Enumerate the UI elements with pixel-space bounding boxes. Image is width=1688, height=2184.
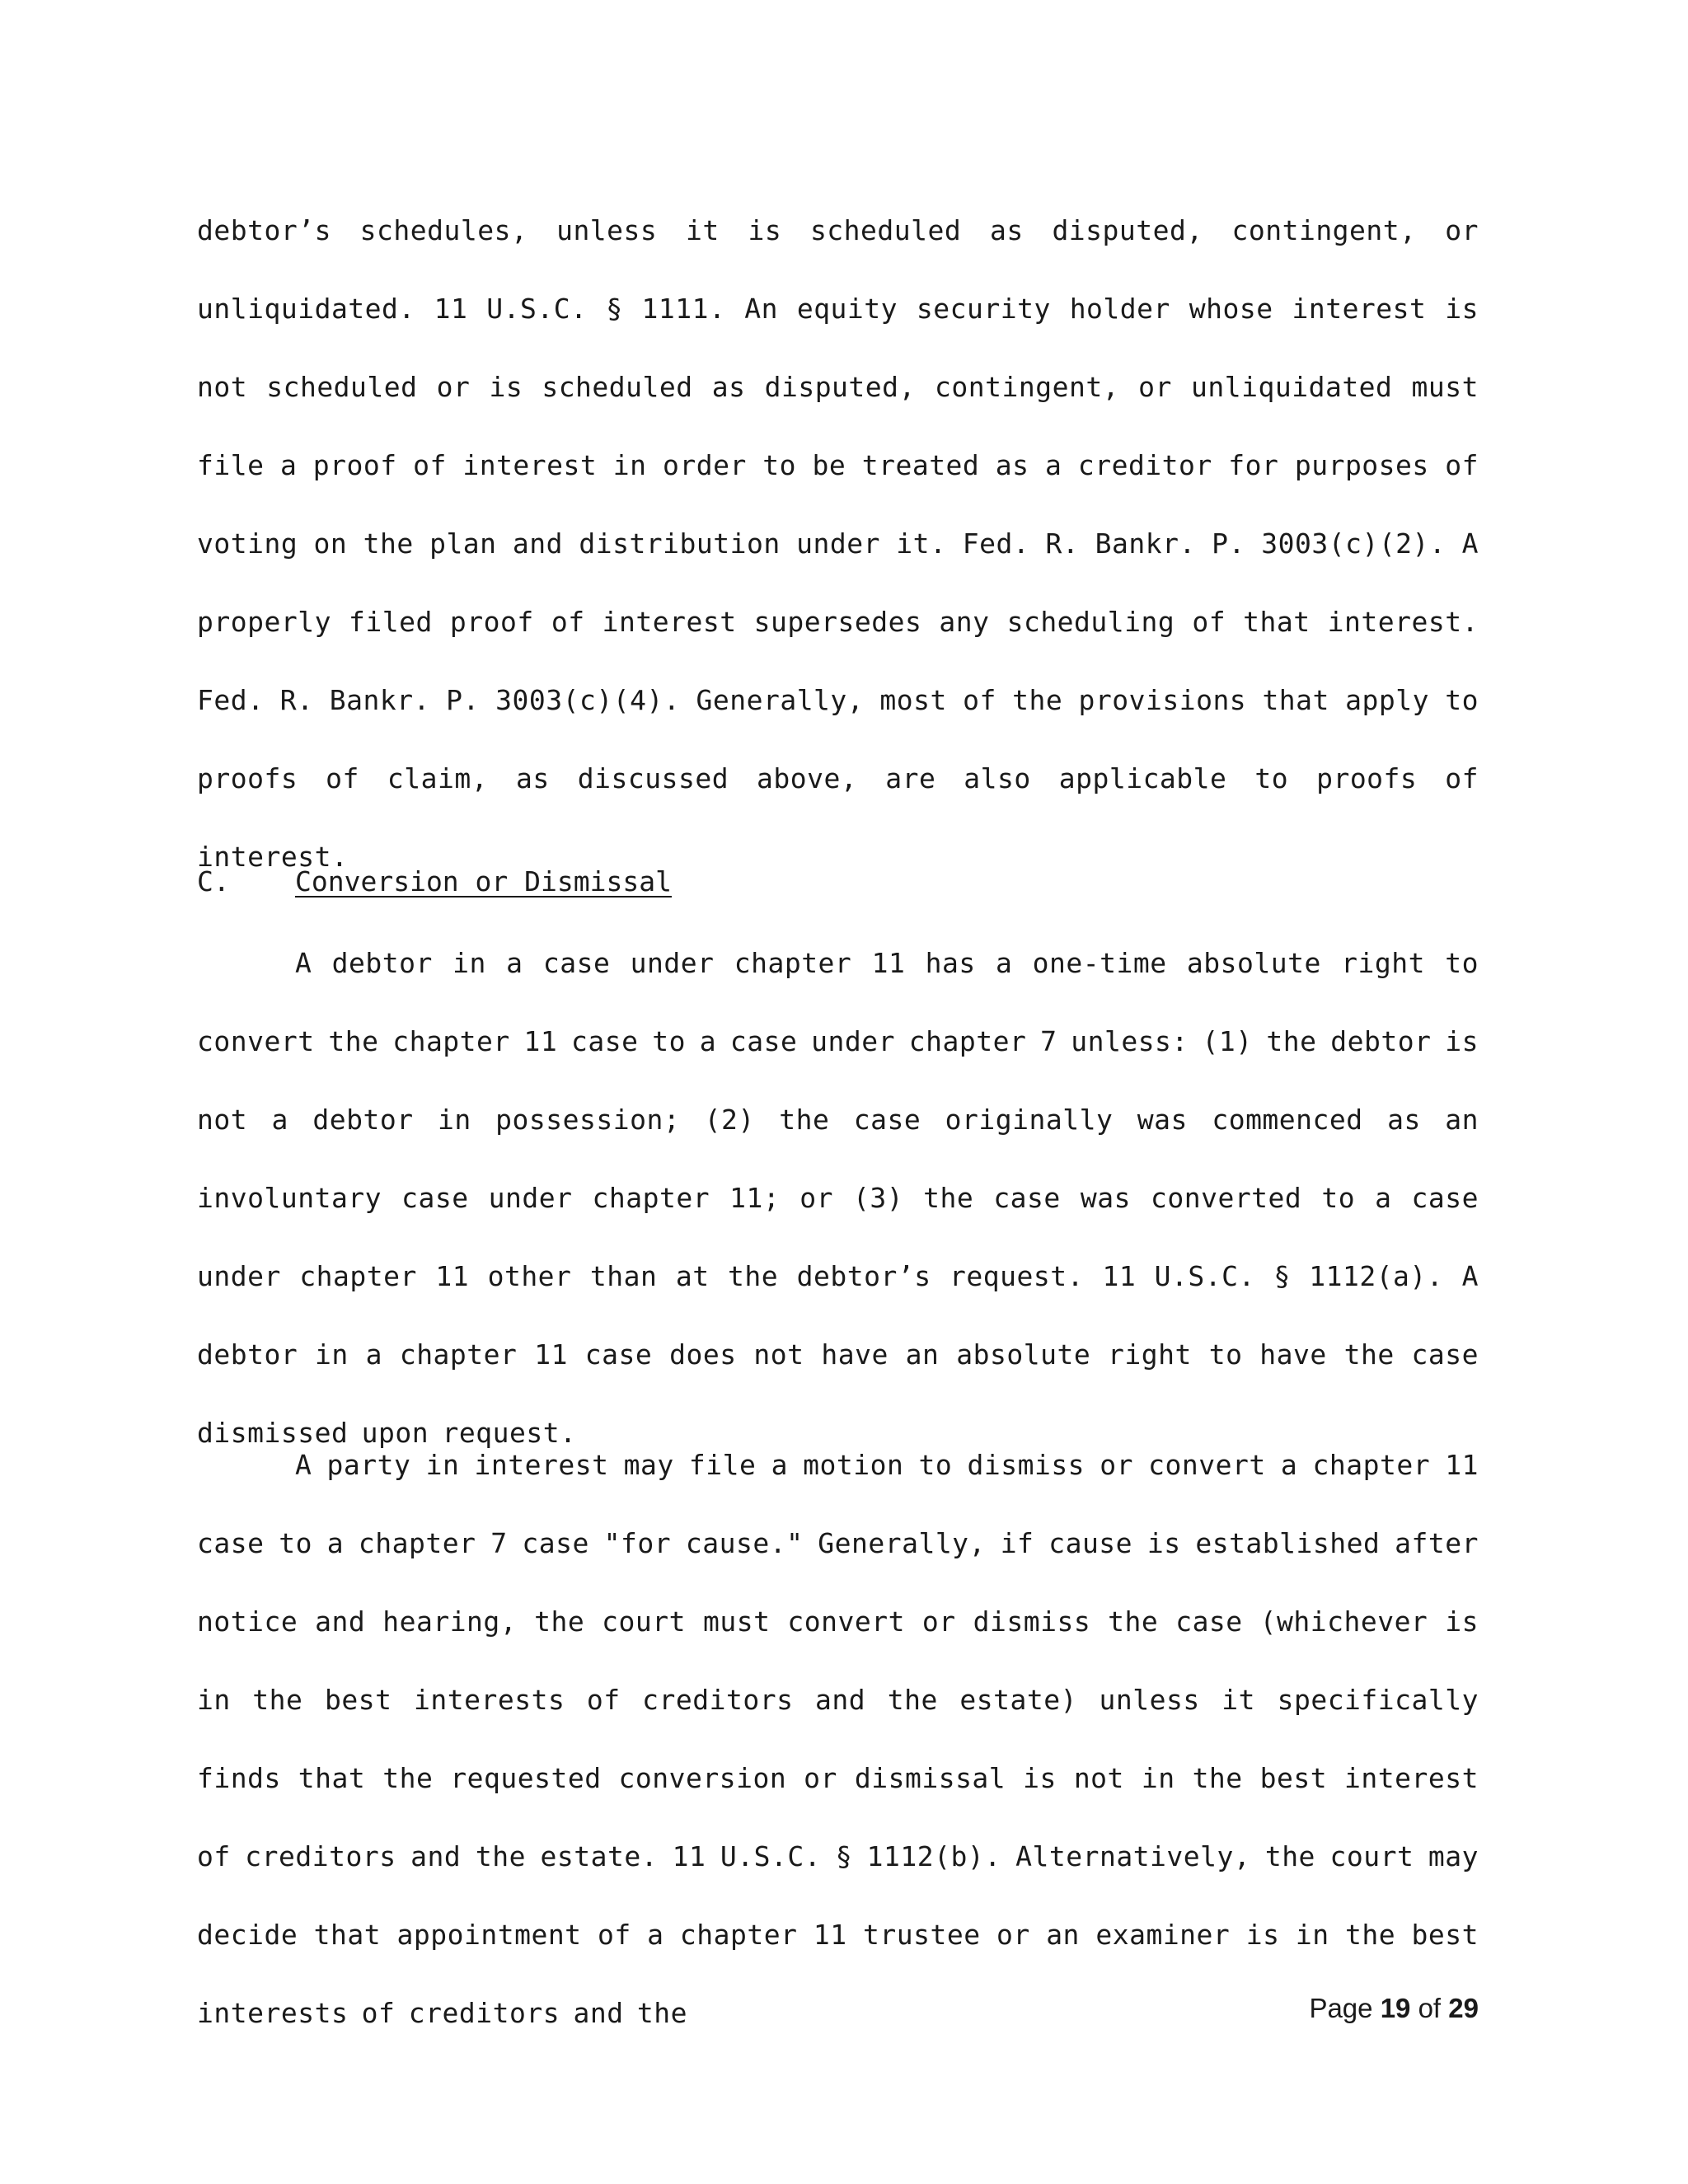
page-number-footer bbox=[1309, 1993, 1479, 2024]
paragraph-right-to-convert: A debtor in a case under chapter 11 has a one-time absolute right to convert the chapter 11 case to a case under chapter 7 unless: (1) the debtor is not a debtor in possession; (2) the case originally was commenced as an involuntary case under chapter 11; or (3) the case was converted to a case under chapter 11 other than at the debtor’s request. 11 U.S.C. § 1112(a). A debtor in a chapter 11 case does not have an absolute right to have the case dismissed upon request. bbox=[197, 947, 1479, 1449]
total-page-count: 29 bbox=[1448, 1993, 1479, 2023]
page-of-label: of bbox=[1418, 1993, 1442, 2023]
page-label: Page bbox=[1309, 1993, 1373, 2023]
paragraph-motion-to-dismiss: A party in interest may file a motion to dismiss or convert a chapter 11 case to a chapter 7 case "for cause." Generally, if cause is established after notice and hearing, the court must convert or dismiss the case (whichever is in the best interests of creditors and the estate) unless it specifically finds that the requested conversion or dismissal is not in the best interest of creditors and the estate. 11 U.S.C. § 1112(b). Alternatively, the court may decide that appointment of a chapter 11 trustee or an examiner is in the best interests of creditors and the bbox=[197, 1449, 1479, 2029]
section-letter: C. bbox=[197, 865, 230, 898]
paragraph-proofs-of-interest: debtor’s schedules, unless it is scheduled as disputed, contingent, or unliquidated. 11 U.S.C. § 1111. An equity security holder whose interest is not scheduled or is scheduled as disputed, contingent, or unliquidated must file a proof of interest in order to be treated as a creditor for purposes of voting on the plan and distribution under it. Fed. R. Bankr. P. 3003(c)(2). A properly filed proof of interest supersedes any scheduling of that interest. Fed. R. Bankr. P. 3003(c)(4). Generally, most of the provisions that apply to proofs of claim, as discussed above, are also applicable to proofs of interest. bbox=[197, 214, 1479, 873]
current-page-number: 19 bbox=[1380, 1993, 1411, 2023]
section-title: Conversion or Dismissal bbox=[295, 865, 672, 898]
section-heading bbox=[197, 857, 1479, 907]
